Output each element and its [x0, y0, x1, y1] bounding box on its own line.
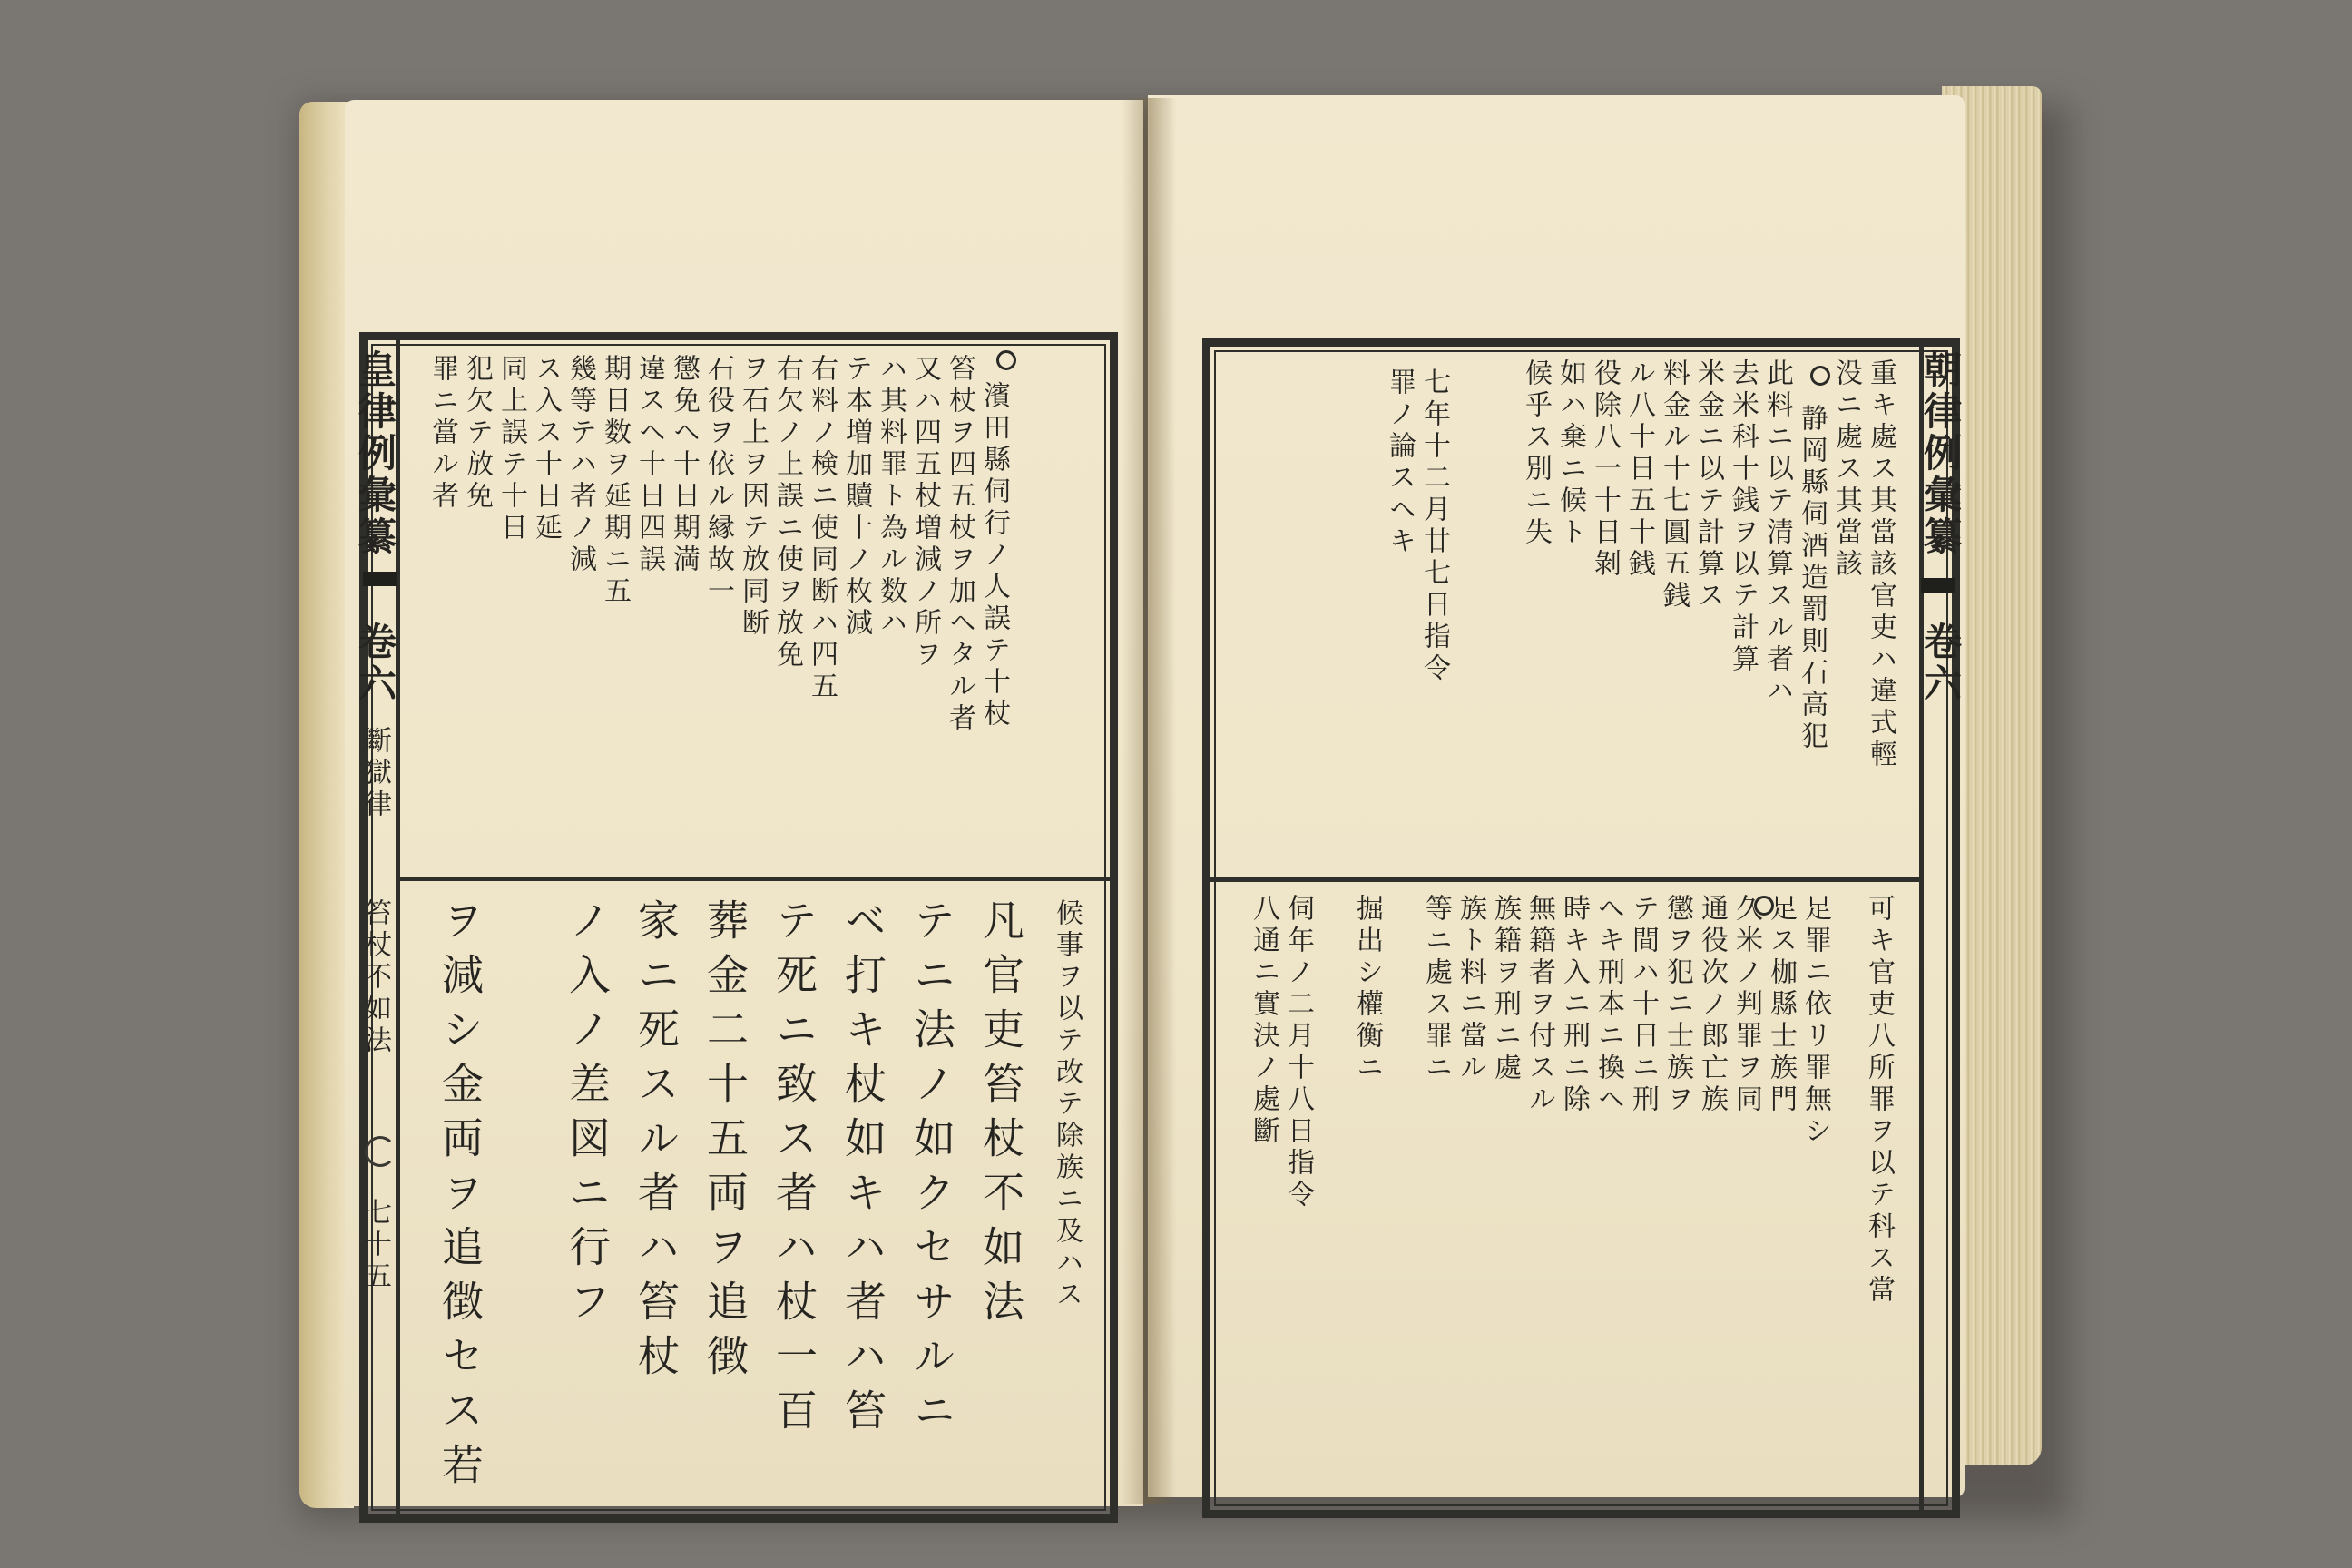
left-upper-column: 期日数ヲ延期ニ五 — [599, 354, 631, 608]
right-upper-column: 此料ニ以テ清算スル者ハ — [1761, 358, 1793, 708]
right-lower-column: 等ニ處ス罪ニ — [1420, 894, 1452, 1084]
left-lower-column: 凡官吏笞杖不如法 — [976, 898, 1025, 1334]
left-upper-circle — [996, 350, 1016, 370]
left-upper-column: テ本増加贖十ノ枚減 — [840, 354, 872, 640]
right-lower-column: 可キ官吏八所罪ヲ以テ科ス當 — [1863, 894, 1895, 1307]
left-lower-column: ノ入ノ差図ニ行フ — [563, 898, 612, 1334]
right-lower-column: 族ト料ニ當ル — [1455, 894, 1486, 1084]
right-upper-column: 没ニ處ス其當該 — [1830, 358, 1862, 581]
left-fishtail-top — [363, 572, 397, 586]
left-upper-column: 罪ニ當ル者 — [426, 354, 458, 513]
right-upper-column: 米金ニ以テ計算ス — [1692, 358, 1724, 612]
left-upper-column: 又ハ四五杖増減ノ所ヲ — [909, 354, 941, 671]
left-upper-column: 違スヘ十日四誤 — [633, 354, 665, 576]
right-lower-column: 久米ノ判罪ヲ同 — [1730, 894, 1762, 1116]
right-upper-circle — [1810, 366, 1830, 386]
left-lower-column: 家ニ死スル者ハ笞杖 — [632, 898, 681, 1388]
right-upper-column: 去米科十銭ヲ以テ計算 — [1727, 358, 1759, 676]
left-upper-column: 犯欠テ放免 — [461, 354, 493, 513]
right-lower-column: 足罪ニ依リ罪無シ — [1799, 894, 1831, 1148]
left-upper-column: 幾等テハ者ノ減 — [564, 354, 596, 576]
right-lower-column: テ間ハ十日ニ刑 — [1627, 894, 1659, 1116]
left-section-divider — [396, 877, 1112, 881]
left-upper-column: ス入ス十日延 — [530, 354, 562, 544]
right-upper-column: 如ハ棄ニ候ト — [1554, 358, 1586, 549]
left-lower-column: テ死ニ致ス者ハ杖一百 — [769, 898, 818, 1443]
left-margin-section: 斷獄律 — [359, 726, 391, 821]
left-upper-column: 同上誤テ十日 — [495, 354, 527, 544]
left-upper-column: 濱田縣伺行ノ人誤テ十杖 — [978, 381, 1010, 730]
right-margin-title: 朝律例彙纂 — [1918, 349, 1963, 558]
right-lower-column: 掘出シ權衡ニ — [1351, 894, 1383, 1084]
right-lower-column: 無籍者ヲ付スル — [1524, 894, 1555, 1116]
right-upper-column: 役除八一十日剝 — [1589, 358, 1621, 581]
left-page — [345, 100, 1143, 1506]
right-upper-column: 七年十二月廿七日指令 — [1418, 368, 1450, 685]
right-upper-column: 静岡縣伺酒造罰則石高犯 — [1796, 404, 1828, 753]
left-margin-page-number: 七十五 — [359, 1198, 391, 1293]
right-lower-column: 伺年ノ二月十八日指令 — [1282, 894, 1314, 1211]
right-margin-volume: 卷六 — [1918, 622, 1963, 705]
right-lower-column: 八通ニ實決ノ處斷 — [1248, 894, 1279, 1148]
left-lower-column: ベ打キ杖如キハ者ハ笞 — [838, 898, 887, 1443]
right-lower-column: 足ス枷縣士族門 — [1765, 894, 1797, 1116]
left-margin-title: 皇律例彙纂 — [353, 349, 397, 558]
left-upper-column: ハ其料罪ト為ル数ハ — [875, 354, 906, 640]
left-margin-article: 笞杖不如法 — [359, 898, 391, 1057]
book-gutter — [1122, 98, 1176, 1504]
left-upper-column: 懲免ヘ十日期満 — [668, 354, 700, 576]
right-upper-column: 料金ル十七圓五銭 — [1658, 358, 1690, 612]
right-lower-column: へキ刑本ニ換ヘ — [1592, 894, 1624, 1116]
left-lower-column: 葬金二十五両ヲ追徴 — [701, 898, 750, 1388]
left-upper-column: 右料ノ検ニ使同断ハ四五 — [806, 354, 838, 703]
left-upper-column: ヲ石上ヲ因テ放同断 — [737, 354, 769, 640]
right-lower-column: 時キ入ニ刑ニ除 — [1558, 894, 1590, 1116]
left-upper-column: 笞杖ヲ四五杖ヲ加ヘタル者 — [944, 354, 975, 735]
left-upper-column: 右欠ノ上誤ニ使ヲ放免 — [771, 354, 803, 671]
left-lower-column: ヲ減シ金両ヲ追徴セス若 — [436, 898, 485, 1497]
right-fishtail-top — [1921, 578, 1955, 593]
left-margin-volume: 卷六 — [353, 622, 397, 705]
left-fold-mark — [365, 1136, 396, 1167]
right-lower-column: 懲ヲ犯ニ士族ヲ — [1661, 894, 1693, 1116]
left-lower-column: 候事ヲ以テ改テ除族ニ及ハス — [1051, 898, 1083, 1311]
right-upper-column: ル八十日五十銭 — [1623, 358, 1655, 581]
right-lower-column: 族籍ヲ刑ニ處 — [1489, 894, 1521, 1084]
right-upper-column: 重キ處ス其當該官吏ハ違式輕 — [1865, 358, 1896, 771]
right-upper-column: 罪ノ論スヘキ — [1384, 368, 1416, 558]
left-upper-column: 石役ヲ依ル縁故一 — [702, 354, 734, 608]
right-lower-column: 通役次ノ郎亡族 — [1696, 894, 1728, 1116]
right-upper-column: 候乎ス別ニ失 — [1520, 358, 1552, 549]
left-lower-column: テニ法ノ如クセサルニ — [907, 898, 956, 1443]
right-section-divider — [1208, 877, 1921, 882]
right-page — [1148, 95, 1965, 1497]
